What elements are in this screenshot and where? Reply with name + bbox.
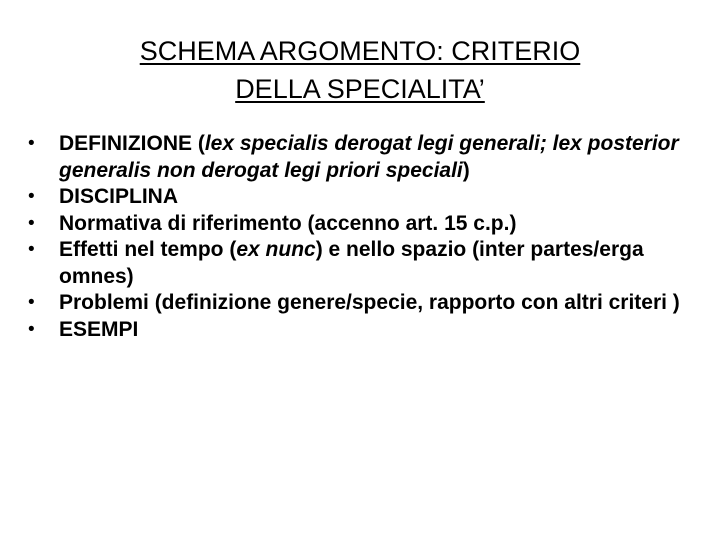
bullet-item-effetti — [26, 237, 692, 290]
bullet-text-prefix: Effetti nel tempo ( — [59, 238, 237, 261]
bullet-text-prefix: DEFINIZIONE ( — [59, 132, 205, 155]
bullet-item-esempi — [26, 317, 692, 344]
title-line-2: DELLA SPECIALITA’ — [235, 74, 485, 104]
bullet-icon: • — [28, 239, 35, 260]
bullet-text: DISCIPLINA — [59, 185, 179, 208]
bullet-text-suffix: ) — [462, 158, 470, 182]
title-line-1: SCHEMA ARGOMENTO: CRITERIO — [139, 36, 581, 66]
bullet-text-italic: ex nunc — [236, 238, 316, 261]
bullet-icon: • — [28, 292, 35, 313]
bullet-item-disciplina — [26, 184, 692, 211]
bullet-text: ESEMPI — [59, 317, 139, 341]
bullet-item-problemi — [26, 290, 692, 317]
bullet-icon: • — [28, 186, 35, 207]
slide-title — [40, 32, 680, 108]
bullet-icon: • — [28, 318, 35, 340]
bullet-text-suffix: ) e nello spazio (inter partes/erga omnes) — [59, 238, 644, 288]
bullet-icon: • — [28, 212, 35, 234]
bullet-text: Normativa di riferimento (accenno art. 15 c.p.) — [59, 211, 517, 235]
bullet-text-italic: lex specialis derogat legi generali; lex posterior generalis non derogat legi priori speciali — [59, 132, 679, 182]
bullet-icon: • — [28, 133, 35, 154]
bullet-item-definizione — [26, 131, 692, 184]
bullet-list — [26, 131, 692, 343]
bullet-text: Problemi (definizione genere/specie, rapporto con altri criteri ) — [59, 291, 680, 314]
bullet-item-normativa — [26, 211, 692, 238]
